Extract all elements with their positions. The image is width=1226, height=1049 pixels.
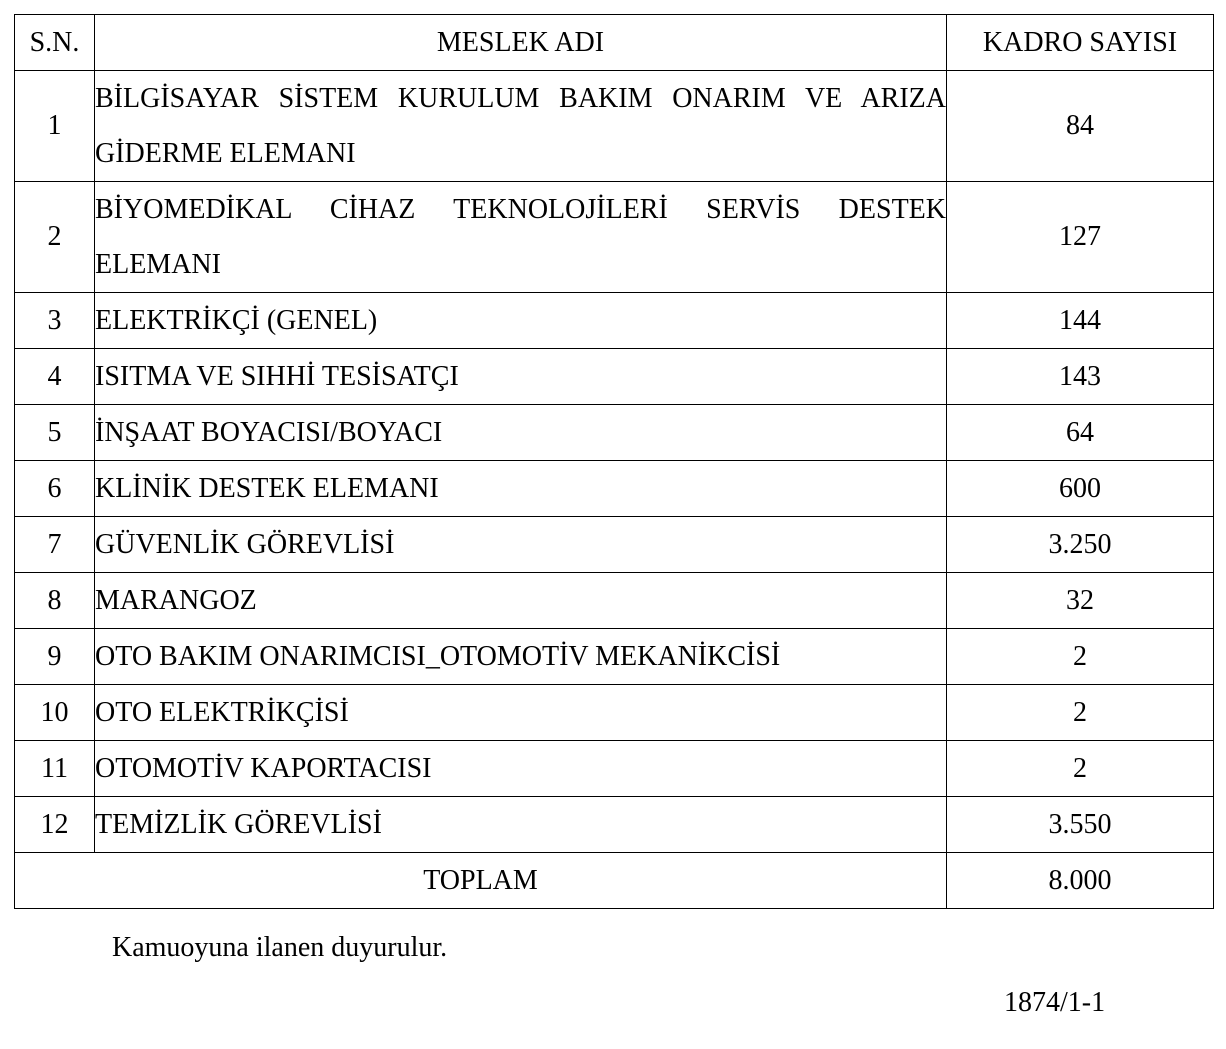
header-sn: S.N. bbox=[15, 15, 95, 71]
table-row bbox=[15, 629, 1214, 685]
row-name-text: İNŞAAT BOYACISI/BOYACI bbox=[95, 417, 443, 448]
total-label: TOPLAM bbox=[15, 853, 947, 909]
table-row bbox=[15, 349, 1214, 405]
row-count: 143 bbox=[947, 349, 1214, 405]
row-name-text: GÜVENLİK GÖREVLİSİ bbox=[95, 529, 395, 560]
row-name bbox=[95, 741, 947, 797]
row-name-text: OTO ELEKTRİKÇİSİ bbox=[95, 697, 349, 728]
row-name-text: TEMİZLİK GÖREVLİSİ bbox=[95, 809, 382, 840]
announcement-text: Kamuoyuna ilanen duyurulur. bbox=[112, 932, 448, 963]
row-sn: 4 bbox=[15, 349, 95, 405]
total-count: 8.000 bbox=[947, 853, 1214, 909]
row-sn: 10 bbox=[15, 685, 95, 741]
header-kadro-sayisi: KADRO SAYISI bbox=[947, 15, 1214, 71]
row-name-text: KLİNİK DESTEK ELEMANI bbox=[95, 473, 439, 504]
row-name bbox=[95, 349, 947, 405]
row-sn: 2 bbox=[15, 182, 95, 293]
row-sn: 7 bbox=[15, 517, 95, 573]
row-count: 84 bbox=[947, 71, 1214, 182]
row-count: 2 bbox=[947, 685, 1214, 741]
row-name bbox=[95, 517, 947, 573]
row-sn: 3 bbox=[15, 293, 95, 349]
table-row bbox=[15, 182, 1214, 293]
table-row bbox=[15, 405, 1214, 461]
row-name bbox=[95, 797, 947, 853]
row-count: 3.250 bbox=[947, 517, 1214, 573]
table-row bbox=[15, 461, 1214, 517]
row-count: 3.550 bbox=[947, 797, 1214, 853]
row-sn: 9 bbox=[15, 629, 95, 685]
row-name bbox=[95, 293, 947, 349]
row-name bbox=[95, 405, 947, 461]
row-name-text: ELEKTRİKÇİ (GENEL) bbox=[95, 305, 378, 336]
row-count: 600 bbox=[947, 461, 1214, 517]
table-row bbox=[15, 797, 1214, 853]
header-meslek-adi: MESLEK ADI bbox=[95, 15, 947, 71]
row-sn: 11 bbox=[15, 741, 95, 797]
row-name bbox=[95, 461, 947, 517]
row-name-text: OTO BAKIM ONARIMCISI_OTOMOTİV MEKANİKCİSİ bbox=[95, 641, 781, 672]
row-sn: 6 bbox=[15, 461, 95, 517]
row-sn: 5 bbox=[15, 405, 95, 461]
reference-number: 1874/1-1 bbox=[1004, 987, 1106, 1018]
row-name-text: BİYOMEDİKAL CİHAZ TEKNOLOJİLERİ SERVİS DESTEK ELEMANI bbox=[95, 194, 946, 280]
row-name-text: OTOMOTİV KAPORTACISI bbox=[95, 753, 432, 784]
table-row bbox=[15, 573, 1214, 629]
row-count: 127 bbox=[947, 182, 1214, 293]
table-row bbox=[15, 741, 1214, 797]
table-row bbox=[15, 517, 1214, 573]
row-name-text: MARANGOZ bbox=[95, 585, 257, 616]
row-name bbox=[95, 573, 947, 629]
row-count: 2 bbox=[947, 629, 1214, 685]
row-name-text: BİLGİSAYAR SİSTEM KURULUM BAKIM ONARIM VE ARIZA GİDERME ELEMANI bbox=[95, 83, 946, 169]
row-count: 144 bbox=[947, 293, 1214, 349]
row-name bbox=[95, 685, 947, 741]
table-row bbox=[15, 293, 1214, 349]
row-name bbox=[95, 629, 947, 685]
row-count: 64 bbox=[947, 405, 1214, 461]
row-sn: 1 bbox=[15, 71, 95, 182]
table-total-row bbox=[15, 853, 1214, 909]
table-row bbox=[15, 685, 1214, 741]
row-count: 32 bbox=[947, 573, 1214, 629]
table-row bbox=[15, 71, 1214, 182]
staff-positions-table bbox=[14, 14, 1214, 909]
row-sn: 8 bbox=[15, 573, 95, 629]
row-sn: 12 bbox=[15, 797, 95, 853]
row-count: 2 bbox=[947, 741, 1214, 797]
table-header-row bbox=[15, 15, 1214, 71]
row-name bbox=[95, 71, 947, 182]
row-name bbox=[95, 182, 947, 293]
row-name-text: ISITMA VE SIHHİ TESİSATÇI bbox=[95, 361, 459, 392]
